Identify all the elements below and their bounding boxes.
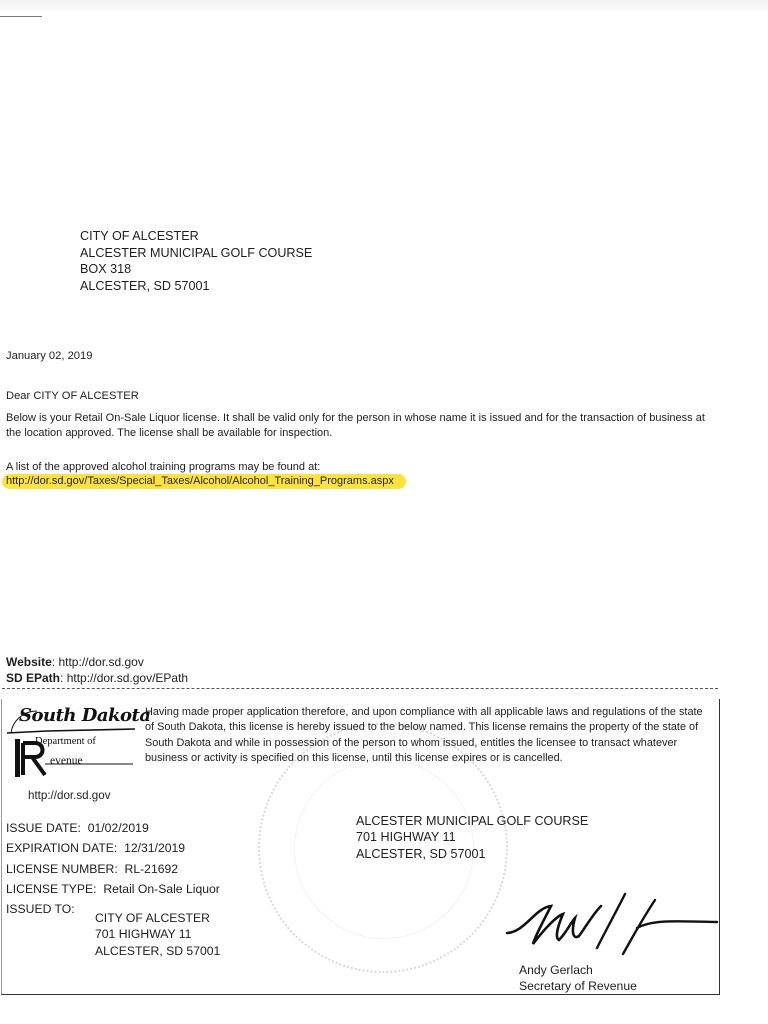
- letter-date: January 02, 2019: [6, 350, 93, 362]
- logo-revenue: evenue: [50, 755, 83, 767]
- issued-to-line: CITY OF ALCESTER: [95, 911, 210, 925]
- cut-line: [2, 688, 718, 689]
- license-number-value: RL-21692: [124, 861, 179, 876]
- recipient-line: ALCESTER MUNICIPAL GOLF COURSE: [80, 245, 313, 260]
- epath-row: [6, 670, 188, 686]
- epath-label: SD EPath: [6, 671, 61, 685]
- expiration-label: EXPIRATION DATE:: [6, 841, 118, 856]
- recipient-line: CITY OF ALCESTER: [80, 229, 199, 243]
- contact-info: [6, 654, 188, 686]
- sd-revenue-logo: [5, 705, 151, 781]
- logo-script-text: South Dakota: [19, 705, 151, 726]
- license-statement: Having made proper application therefore, and upon compliance with all applicable laws and regulations of the state of South Dakota, this license is hereby issued to the below named. This license remains the property of the state of South Dakota and while in possession of the person to whom issued, entitles the licensee to transact whatever business or activity is specified on this license, until this license expires or is cancelled.: [145, 706, 703, 765]
- recipient-line: ALCESTER, SD 57001: [80, 278, 210, 293]
- recipient-address: [80, 228, 312, 294]
- issued-to-address: [95, 910, 220, 959]
- licensee-address: [356, 813, 588, 862]
- expiration-value: 12/31/2019: [124, 841, 186, 856]
- license-number-row: [6, 859, 220, 879]
- issue-date-value: 01/02/2019: [87, 821, 149, 835]
- website-link[interactable]: http://dor.sd.gov: [58, 655, 144, 669]
- signature-icon: [505, 888, 720, 963]
- license-type-row: [6, 879, 220, 899]
- recipient-line: BOX 318: [80, 262, 132, 276]
- licensee-line: ALCESTER, SD 57001: [356, 846, 486, 861]
- licensee-line: ALCESTER MUNICIPAL GOLF COURSE: [356, 814, 589, 828]
- website-label: Website: [6, 655, 52, 669]
- issued-to-label: ISSUED TO:: [6, 902, 75, 917]
- issued-to-line: 701 HIGHWAY 11: [95, 927, 192, 942]
- signer-title: Secretary of Revenue: [519, 979, 637, 993]
- training-programs-link[interactable]: http://dor.sd.gov/Taxes/Special_Taxes/Alcohol/Alcohol_Training_Programs.aspx: [2, 474, 406, 489]
- logo-department: Department of: [35, 736, 96, 747]
- epath-separator: :: [60, 671, 67, 685]
- epath-link[interactable]: http://dor.sd.gov/EPath: [66, 671, 189, 685]
- licensee-line: 701 HIGHWAY 11: [356, 830, 456, 845]
- license-number-label: LICENSE NUMBER:: [6, 861, 118, 876]
- dor-link[interactable]: http://dor.sd.gov: [28, 789, 111, 802]
- license-fields: [6, 818, 220, 919]
- signer-block: [519, 962, 637, 994]
- salutation: Dear CITY OF ALCESTER: [6, 390, 139, 402]
- issue-date-label: ISSUE DATE:: [6, 821, 81, 835]
- letter-body: Below is your Retail On-Sale Liquor license. It shall be valid only for the person in whose name it is issued and for the transaction of business at the location approved. The license shall be available for inspection.: [6, 412, 705, 439]
- website-separator: :: [51, 655, 59, 669]
- training-intro: A list of the approved alcohol training programs may be found at:: [6, 461, 321, 473]
- website-row: [6, 654, 188, 670]
- logo-r-icon: [15, 739, 49, 777]
- issue-date-row: [6, 818, 220, 838]
- issued-to-line: ALCESTER, SD 57001: [95, 943, 221, 958]
- expiration-row: [6, 838, 220, 858]
- license-type-label: LICENSE TYPE:: [6, 881, 97, 896]
- scan-mark: [0, 16, 42, 17]
- signer-name: Andy Gerlach: [519, 963, 593, 977]
- license-type-value: Retail On-Sale Liquor: [103, 881, 220, 896]
- scan-edge: [0, 0, 768, 14]
